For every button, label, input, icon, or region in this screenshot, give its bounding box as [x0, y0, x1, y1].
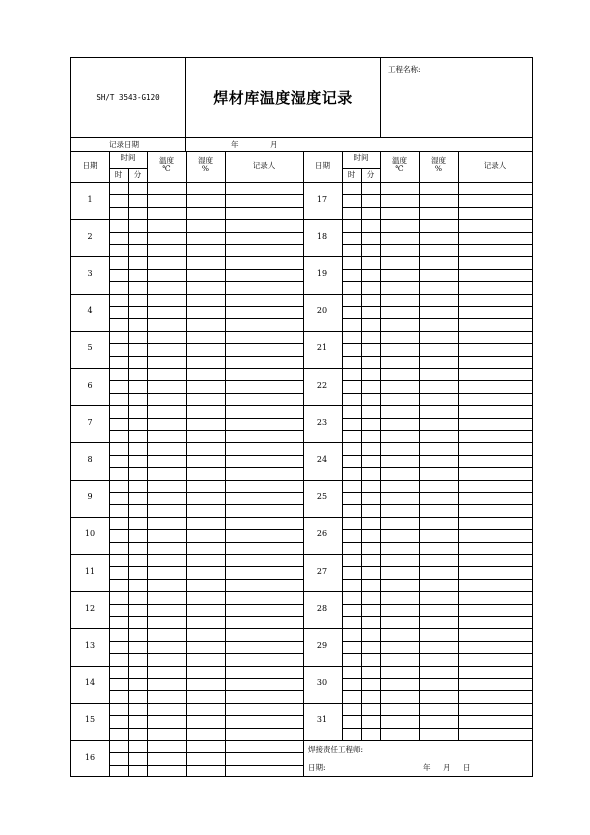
row-line [342, 269, 532, 270]
block-line [303, 591, 532, 592]
row-line [109, 455, 303, 456]
day-number: 1 [87, 194, 93, 204]
row-line [109, 207, 303, 208]
row-line [342, 492, 532, 493]
project-name-field[interactable] [381, 58, 532, 137]
block-line [71, 554, 303, 555]
row-line [342, 430, 532, 431]
column-header-minute: 分 [133, 170, 142, 179]
row-line [342, 542, 532, 543]
column-divider [380, 182, 381, 740]
block-line [303, 517, 532, 518]
day-number: 15 [84, 715, 96, 725]
block-line [303, 442, 532, 443]
day-number: 21 [316, 343, 328, 353]
record-sheet [70, 57, 533, 777]
day-number: 22 [316, 380, 328, 390]
day-number: 26 [316, 529, 328, 539]
block-line [303, 331, 532, 332]
column-header-temperature: 温度 ℃ [392, 156, 407, 173]
row-line [109, 281, 303, 282]
day-number: 10 [84, 529, 96, 539]
row-line [109, 504, 303, 505]
column-divider [458, 182, 459, 740]
row-line [342, 244, 532, 245]
day-number: 3 [87, 269, 93, 278]
row-line [342, 232, 532, 233]
day-number: 25 [316, 492, 328, 502]
row-line [342, 653, 532, 654]
block-line [303, 740, 532, 741]
day-number: 5 [87, 343, 93, 353]
project-name-label: 工程名称: [388, 65, 421, 74]
row-line [109, 529, 303, 530]
block-line [71, 740, 303, 741]
column-header-time: 时间 [120, 153, 136, 162]
column-header-temperature: 温度 ℃ [159, 156, 174, 173]
day-number: 28 [316, 603, 328, 613]
column-header-minute: 分 [366, 170, 375, 179]
block-line [71, 480, 303, 481]
day-number: 31 [316, 715, 328, 725]
day-number: 29 [316, 641, 328, 650]
row-line [109, 690, 303, 691]
column-header-date: 日期 [315, 161, 330, 170]
block-line [71, 368, 303, 369]
row-line [109, 653, 303, 654]
row-line [342, 393, 532, 394]
column-divider [419, 182, 420, 740]
row-line [342, 616, 532, 617]
column-header-hour: 时 [347, 170, 356, 179]
row-line [342, 504, 532, 505]
column-divider [225, 182, 226, 777]
row-line [342, 728, 532, 729]
row-line [342, 579, 532, 580]
row-line [109, 269, 303, 270]
record-date-label: 记录日期 [109, 140, 139, 149]
row-line [109, 418, 303, 419]
footer-year-label: 年 [423, 763, 431, 772]
row-line [342, 467, 532, 468]
row-line [109, 715, 303, 716]
row-line [109, 765, 303, 766]
column-header-hour: 时 [114, 170, 123, 179]
block-line [71, 256, 303, 257]
day-number: 30 [316, 678, 328, 688]
row-line [342, 318, 532, 319]
day-number: 17 [316, 194, 328, 204]
day-number: 11 [84, 566, 96, 576]
row-line [342, 566, 532, 567]
row-line [342, 207, 532, 208]
day-number: 18 [316, 231, 328, 241]
row-line [342, 715, 532, 716]
day-number: 7 [87, 417, 93, 427]
row-line [342, 641, 532, 642]
day-number: 27 [316, 566, 328, 576]
day-number: 9 [87, 492, 93, 502]
block-line [71, 591, 303, 592]
day-number: 14 [84, 678, 96, 688]
column-divider [109, 182, 110, 777]
column-header-time: 时间 [353, 153, 369, 162]
row-line [342, 529, 532, 530]
block-line [71, 331, 303, 332]
row-line [109, 752, 303, 753]
column-divider [128, 182, 129, 777]
row-line [109, 306, 303, 307]
block-line [303, 405, 532, 406]
row-line [342, 380, 532, 381]
row-line [109, 542, 303, 543]
block-line [303, 703, 532, 704]
footer-day-label: 日 [463, 763, 471, 772]
day-number: 20 [316, 306, 328, 316]
block-line [303, 368, 532, 369]
row-line [109, 579, 303, 580]
column-header-date: 日期 [82, 161, 98, 170]
column-divider [342, 182, 343, 740]
block-line [71, 703, 303, 704]
row-line [109, 430, 303, 431]
record-month-label: 月 [270, 140, 278, 149]
day-number: 16 [84, 752, 96, 762]
row-line [342, 690, 532, 691]
column-header-recorder: 记录人 [252, 161, 276, 170]
sheet-title: 焊材库温度湿度记录 [186, 58, 381, 137]
row-line [109, 232, 303, 233]
row-line [109, 678, 303, 679]
header-top-line [71, 151, 532, 152]
row-line [342, 194, 532, 195]
block-line [303, 628, 532, 629]
block-line [71, 294, 303, 295]
header-bottom-line [71, 182, 532, 183]
day-number: 2 [87, 231, 93, 241]
footer-month-label: 月 [443, 763, 451, 772]
day-number: 4 [87, 306, 93, 316]
row-line [109, 728, 303, 729]
row-line [109, 244, 303, 245]
row-line [342, 343, 532, 344]
welding-engineer-label: 焊接责任工程师: [308, 745, 364, 754]
block-line [303, 294, 532, 295]
block-line [303, 219, 532, 220]
row-line [342, 306, 532, 307]
day-number: 8 [87, 455, 93, 464]
column-header-recorder: 记录人 [483, 161, 507, 170]
day-number: 24 [316, 455, 328, 464]
record-date-row [71, 137, 532, 151]
day-number: 6 [87, 380, 93, 390]
record-year-label: 年 [231, 140, 239, 149]
row-line [109, 380, 303, 381]
standard-code: SH/T 3543-G120 [71, 58, 186, 137]
day-number: 19 [316, 269, 328, 278]
block-line [71, 405, 303, 406]
row-line [342, 678, 532, 679]
row-line [109, 393, 303, 394]
row-line [342, 455, 532, 456]
block-line [303, 666, 532, 667]
column-divider [147, 182, 148, 777]
row-line [109, 318, 303, 319]
row-line [109, 356, 303, 357]
row-line [109, 467, 303, 468]
record-date-label-cell [71, 138, 186, 151]
block-line [71, 219, 303, 220]
row-line [109, 566, 303, 567]
row-line [342, 418, 532, 419]
block-line [303, 256, 532, 257]
row-line [109, 343, 303, 344]
column-divider [361, 182, 362, 740]
column-header-humidity: 湿度 % [198, 156, 213, 173]
row-line [342, 356, 532, 357]
row-line [109, 194, 303, 195]
row-line [342, 281, 532, 282]
day-number: 12 [84, 603, 96, 613]
sheet-header [71, 58, 532, 137]
block-line [303, 480, 532, 481]
row-line [109, 616, 303, 617]
block-line [303, 554, 532, 555]
column-header-humidity: 湿度 % [431, 156, 446, 173]
column-divider [186, 182, 187, 777]
day-number: 13 [84, 641, 96, 650]
block-line [71, 628, 303, 629]
row-line [109, 604, 303, 605]
block-line [71, 442, 303, 443]
row-line [109, 641, 303, 642]
footer-date-label: 日期: [308, 763, 326, 772]
block-line [71, 517, 303, 518]
row-line [342, 604, 532, 605]
row-line [109, 492, 303, 493]
block-line [71, 666, 303, 667]
day-number: 23 [316, 417, 328, 427]
